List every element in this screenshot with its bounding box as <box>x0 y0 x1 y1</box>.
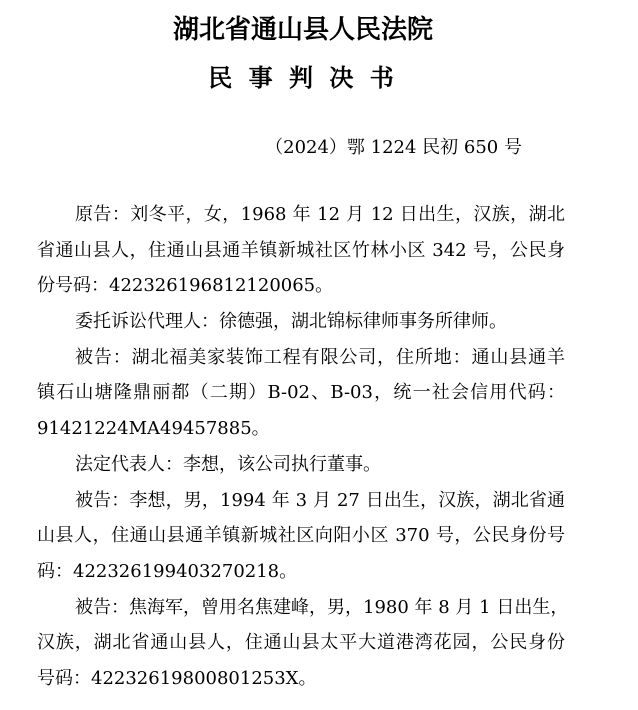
document-body <box>37 197 569 697</box>
document-type-title: 民 事 判 决 书 <box>208 63 398 92</box>
paragraph-agent <box>37 304 565 340</box>
text-line: 山县人，住通山县通羊镇新城社区向阳小区 370 号，公民身份号 <box>37 525 565 547</box>
case-number: （2024）鄂 1224 民初 650 号 <box>265 137 522 158</box>
text-line: 委托诉讼代理人：徐德强，湖北锦标律师事务所律师。 <box>75 311 507 333</box>
paragraph-plaintiff <box>37 197 565 304</box>
text-line: 镇石山塘隆鼎丽都（二期）B-02、B-03，统一社会信用代码： <box>37 382 565 404</box>
text-line: 法定代表人：李想，该公司执行董事。 <box>75 453 381 475</box>
text-line: 汉族，湖北省通山县人，住通山县太平大道港湾花园，公民身份 <box>37 632 565 654</box>
text-line: 被告：李想，男，1994 年 3 月 27 日出生，汉族，湖北省通 <box>75 489 565 511</box>
paragraph-defendant-company <box>37 340 565 447</box>
court-name-title: 湖北省通山县人民法院 <box>172 15 433 45</box>
text-line: 号码：42232619800801253X。 <box>37 667 317 689</box>
text-line: 码：422326199403270218。 <box>37 560 298 582</box>
text-line: 被告：湖北福美家装饰工程有限公司，住所地：通山县通羊 <box>75 346 565 368</box>
text-line: 91421224MA49457885。 <box>37 418 270 440</box>
text-line: 原告：刘冬平，女，1968 年 12 月 12 日出生，汉族，湖北 <box>75 204 565 225</box>
paragraph-defendant-jiao-haijun <box>37 590 569 697</box>
text-line: 被告：焦海军，曾用名焦建峰，男，1980 年 8 月 1 日出生， <box>75 596 569 618</box>
text-line: 省通山县人，住通山县通羊镇新城社区竹林小区 342 号，公民身 <box>37 239 565 261</box>
paragraph-legal-representative <box>37 447 565 483</box>
paragraph-defendant-li-xiang <box>37 483 565 590</box>
text-line: 份号码：422326196812120065。 <box>37 275 334 297</box>
